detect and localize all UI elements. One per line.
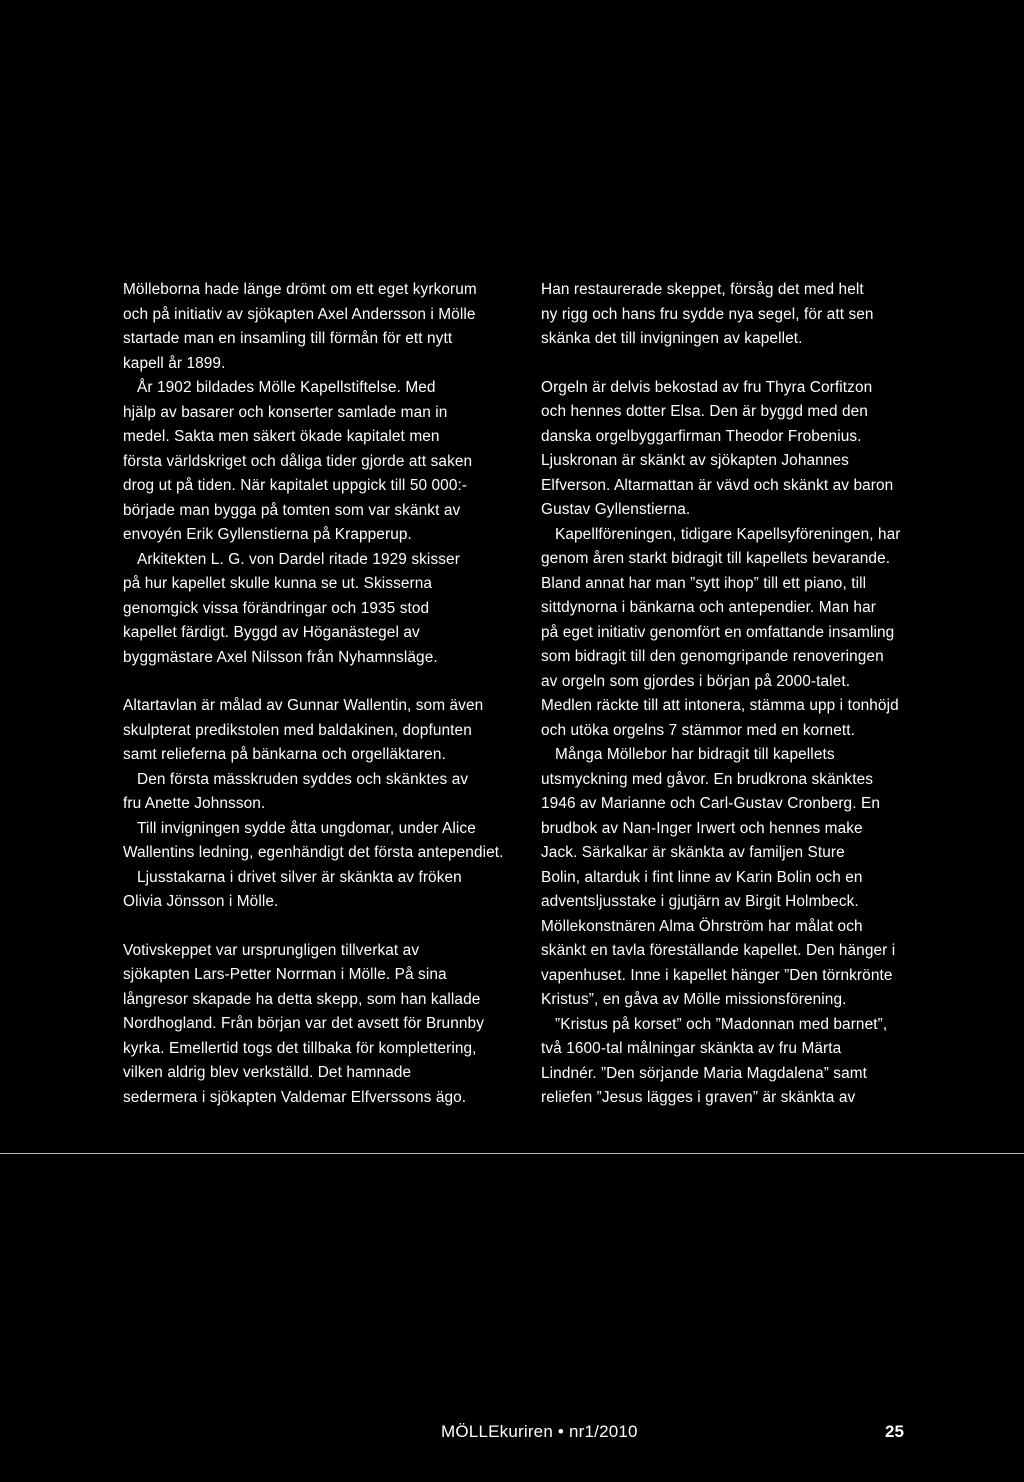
text-line: skulpterat predikstolen med baldakinen, dopfunten (123, 721, 472, 739)
text-line: som bidragit till den genomgripande renoveringen (541, 648, 884, 665)
text-line: Bland annat har man ”sytt ihop” till ett piano, till (541, 574, 867, 592)
text-line: Jack. Särkalkar är skänkta av familjen Sture (541, 844, 845, 861)
text-line: på hur kapellet skulle kunna se ut. Skisserna (123, 575, 433, 592)
text-line: sjökapten Lars-Petter Norrman i Mölle. På sina (123, 966, 447, 983)
text-line: Ljusstakarna i drivet silver är skänkta av fröken (137, 868, 462, 886)
text-line: två 1600-tal målningar skänkta av fru Märta (541, 1040, 842, 1057)
text-line: kyrka. Emellertid togs det tillbaka för komplettering, (123, 1039, 477, 1057)
text-line: Gustav Gyllenstierna. (541, 501, 691, 518)
paragraph (123, 694, 523, 768)
text-line: fru Anette Johnsson. (123, 795, 266, 812)
text-line: Kapellföreningen, tidigare Kapellsyföreningen, har (555, 525, 901, 543)
divider-rule (0, 1153, 1024, 1154)
text-line: Votivskeppet var ursprungligen tillverkat av (123, 941, 420, 959)
text-line: År 1902 bildades Mölle Kapellstiftelse. Med (137, 379, 436, 396)
text-line: och utöka orgelns 7 stämmor med en kornett. (541, 721, 855, 739)
text-line: Orgeln är delvis bekostad av fru Thyra Corfitzon (541, 378, 873, 396)
text-line: drog ut på tiden. När kapitalet uppgick till 50 000:- (123, 477, 468, 494)
text-line: adventsljusstake i gjutjärn av Birgit Holmbeck. (541, 893, 859, 910)
text-line: Arkitekten L. G. von Dardel ritade 1929 skisser (137, 550, 460, 568)
right-text-column (541, 278, 921, 1111)
text-line: Olivia Jönsson i Mölle. (123, 893, 279, 910)
paragraph (123, 376, 523, 548)
paragraph (123, 278, 523, 376)
text-line: på eget initiativ genomfört en omfattande insamling (541, 623, 895, 641)
text-line: Ljuskronan är skänkt av sjökapten Johannes (541, 452, 849, 469)
paragraph (123, 548, 523, 671)
text-line: 1946 av Marianne och Carl-Gustav Cronberg. En (541, 795, 880, 812)
text-line: Wallentins ledning, egenhändigt det första antependiet. (123, 844, 504, 861)
text-line: långresor skapade ha detta skepp, som han kallade (123, 990, 481, 1008)
text-line: Bolin, altarduk i fint linne av Karin Bolin och en (541, 868, 863, 886)
text-line: medel. Sakta men säkert ökade kapitalet men (123, 428, 440, 445)
text-line: och på initiativ av sjökapten Axel Andersson i Mölle (123, 305, 476, 323)
text-line: vapenhuset. Inne i kapellet hänger ”Den törnkrönte (541, 966, 893, 984)
text-line: reliefen ”Jesus lägges i graven” är skänkta av (541, 1089, 856, 1106)
text-line: ”Kristus på korset” och ”Madonnan med barnet”, (555, 1015, 888, 1033)
text-line: började man bygga på tomten som var skänkt av (123, 501, 461, 519)
paragraph (541, 743, 921, 1013)
text-line: Elfverson. Altarmattan är vävd och skänkt av baron (541, 476, 894, 494)
text-line: genomgick vissa förändringar och 1935 stod (123, 599, 430, 617)
paragraph (541, 1013, 921, 1111)
text-line: Kristus”, en gåva av Mölle missionsförening. (541, 991, 847, 1008)
text-line: sittdynorna i bänkarna och antependier. Man har (541, 599, 876, 616)
text-line: Medlen räckte till att intonera, stämma upp i tonhöjd (541, 697, 899, 714)
text-line: byggmästare Axel Nilsson från Nyhamnsläge. (123, 648, 438, 666)
text-line: sedermera i sjökapten Valdemar Elfverssons ägo. (123, 1088, 467, 1106)
text-line: envoyén Erik Gyllenstierna på Krapperup. (123, 526, 412, 543)
paragraph (123, 939, 523, 1111)
left-text-column (123, 278, 523, 1110)
paragraph (541, 523, 921, 744)
paragraph-gap (541, 352, 921, 376)
text-line: Mölleborna hade länge drömt om ett eget kyrkorum (123, 281, 477, 298)
text-line: startade man en insamling till förmån för ett nytt (123, 330, 453, 347)
text-line: Altartavlan är målad av Gunnar Wallentin, som även (123, 697, 484, 714)
paragraph-gap (123, 915, 523, 939)
text-line: Till invigningen sydde åtta ungdomar, under Alice (137, 819, 476, 837)
text-line: brudbok av Nan-Inger Irwert och hennes make (541, 819, 863, 837)
text-line: Nordhogland. Från början var det avsett för Brunnby (123, 1015, 484, 1032)
paragraph (123, 768, 523, 817)
text-line: första världskriget och dåliga tider gjorde att saken (123, 452, 473, 470)
magazine-issue-label: MÖLLEkuriren • nr1/2010 (441, 1422, 638, 1441)
text-line: kapell år 1899. (123, 354, 226, 372)
text-line: danska orgelbyggarfirman Theodor Frobenius. (541, 427, 862, 445)
paragraph (541, 278, 921, 352)
text-line: genom åren starkt bidragit till kapellets bevarande. (541, 550, 891, 567)
paragraph (123, 817, 523, 866)
paragraph (541, 376, 921, 523)
text-line: utsmyckning med gåvor. En brudkrona skänktes (541, 770, 874, 788)
text-line: ny rigg och hans fru sydde nya segel, för att sen (541, 305, 874, 323)
text-line: skänka det till invigningen av kapellet. (541, 330, 803, 347)
text-line: skänkt en tavla föreställande kapellet. Den hänger i (541, 942, 896, 959)
paragraph-gap (123, 670, 523, 694)
page-number: 25 (885, 1422, 904, 1441)
text-line: Lindnér. ”Den sörjande Maria Magdalena” samt (541, 1064, 868, 1082)
text-line: Många Möllebor har bidragit till kapellets (555, 746, 835, 763)
text-line: vilken aldrig blev verkställd. Det hamnade (123, 1064, 412, 1081)
text-line: av orgeln som gjordes i början på 2000-talet. (541, 672, 851, 690)
text-line: och hennes dotter Elsa. Den är byggd med den (541, 403, 868, 420)
paragraph (123, 866, 523, 915)
text-line: Möllekonstnären Alma Öhrström har målat och (541, 917, 863, 935)
text-line: Den första mässkruden syddes och skänktes av (137, 770, 469, 788)
text-line: Han restaurerade skeppet, försåg det med helt (541, 281, 864, 298)
text-line: samt relieferna på bänkarna och orgelläktaren. (123, 746, 446, 763)
text-line: kapellet färdigt. Byggd av Höganästegel av (123, 624, 420, 641)
text-line: hjälp av basarer och konserter samlade man in (123, 403, 448, 421)
